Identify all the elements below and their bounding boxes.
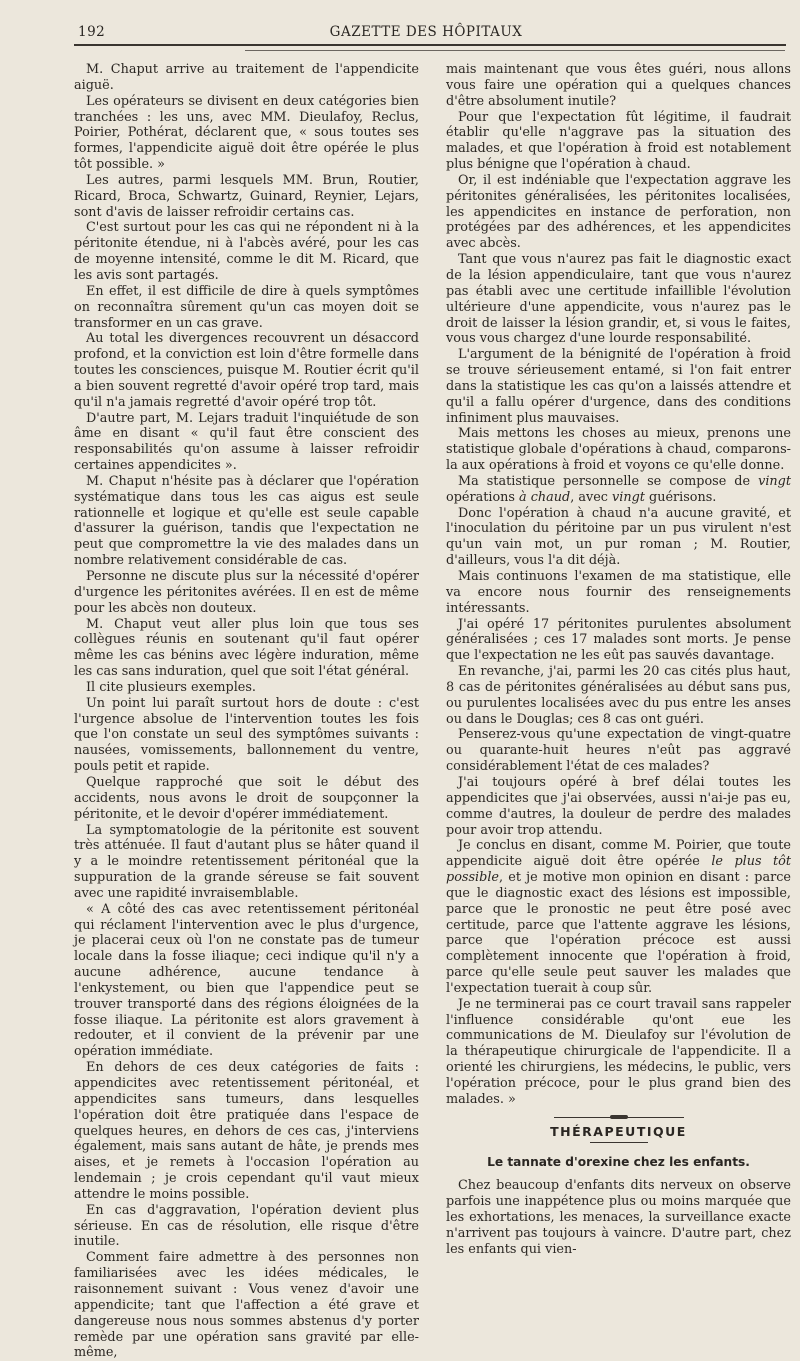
paragraph: Mais mettons les choses au mieux, prenons une statistique globale d'opérations à chaud, comparons-la aux opérations à froid et voyons ce qu'elle donne. (446, 426, 791, 474)
paragraph: La symptomatologie de la péritonite est souvent très atténuée. Il faut d'autant plus se hâter quand il y a le moindre retentissement péritonéal que la suppuration de la grande séreuse se fait souvent avec une rapidité invraisemblable. (74, 822, 419, 901)
paragraph: Pour que l'expectation fût légitime, il faudrait établir qu'elle n'aggrave pas la situation des malades, et que l'opération à froid est notablement plus bénigne que l'opération à chaud. (446, 109, 791, 173)
paragraph: M. Chaput arrive au traitement de l'appendicite aiguë. (74, 62, 419, 93)
page-header (70, 22, 782, 44)
paragraph: L'argument de la bénignité de l'opération à froid se trouve sérieusement entamé, si l'on fait entrer dans la statistique les cas qu'on a laissés attendre et qu'il a fallu opérer d'urgence, dans des conditions infiniment plus mauvaises. (446, 347, 791, 426)
paragraph: En effet, il est difficile de dire à quels symptômes on reconnaîtra sûrement qu'un cas moyen doit se transformer en un cas grave. (74, 283, 419, 331)
italic-run: vingt (758, 473, 791, 489)
paragraph: Quelque rapproché que soit le début des accidents, nous avons le droit de soupçonner la péritonite, et le devoir d'opérer immédiatement. (74, 774, 419, 822)
paragraph: J'ai opéré 17 péritonites purulentes absolument généralisées ; ces 17 malades sont morts. Je pense que l'expectation ne les eût pas sauvés davantage. (446, 616, 791, 664)
italic-run: vingt (612, 489, 645, 505)
paragraph: Tant que vous n'aurez pas fait le diagnostic exact de la lésion appendiculaire, tant que vous n'aurez pas établi avec une certitude infaillible l'évolution ultérieure d'une appendicite, vous n'aurez pas le droit de laisser la lésion grandir, et, si vous le faites, vous vous chargez d'une lourde responsabilité. (446, 252, 791, 347)
section-title-rule (590, 1142, 648, 1143)
section-separator (554, 1117, 684, 1118)
paragraph: En cas d'aggravation, l'opération devient plus sérieuse. En cas de résolution, elle risque d'être inutile. (74, 1202, 419, 1250)
right-column (446, 62, 791, 1258)
paragraph: C'est surtout pour les cas qui ne répondent ni à la péritonite étendue, ni à l'abcès avéré, pour les cas de moyenne intensité, comme le dit M. Ricard, que les avis sont partagés. (74, 220, 419, 283)
text-run: guérisons. (644, 489, 717, 505)
paragraph: Or, il est indéniable que l'expectation aggrave les péritonites généralisées, les péritonites localisées, les appendicites en instance de perforation, non protégées par des adhérences, et les appendicites avec abcès. (446, 172, 791, 252)
paragraph (446, 838, 791, 996)
paragraph: « A côté des cas avec retentissement péritonéal qui réclament l'intervention avec le plus d'urgence, je placerai ceux où l'on ne constate pas de tumeur locale dans la fosse iliaque; ceci indique qu'il n'y a aucune adhérence, aucune tendance à l'enkystement, ou bien que l'appendice peut se trouver transporté dans des régions éloignées de la fosse iliaque. La péritonite est alors gravement à redouter, et il convient de la prévenir par une opération immédiate. (74, 901, 419, 1060)
paragraph: D'autre part, M. Lejars traduit l'inquiétude de son âme en disant « qu'il faut être conscient des responsabilités qu'on assume à laisser refroidir certaines appendicites ». (74, 410, 419, 474)
paragraph: Un point lui paraît surtout hors de doute : c'est l'urgence absolue de l'intervention toutes les fois que l'on constate un seul des symptômes suivants : nausées, vomissements, ballonnement du ventre, pouls petit et rapide. (74, 695, 419, 775)
paragraph: Comment faire admettre à des personnes non familiarisées avec les idées médicales, le raisonnement suivant : Vous venez d'avoir une appendicite; tant que l'affection a été grave et dangereuse nous nous sommes abstenus d'y porter remède par une opération sans gravité par elle-même, (74, 1250, 419, 1361)
paragraph: En dehors de ces deux catégories de faits : appendicites avec retentissement péritonéal, et appendicites sans tumeurs, dans lesquelles l'opération doit être pratiquée dans l'espace de quelques heures, en dehors de ces cas, j'interviens également, mais sans autant de hâte, je prends mes aises, et je remets à l'occasion l'opération au lendemain ; je crois cependant qu'il vaut mieux attendre le moins possible. (74, 1060, 419, 1202)
journal-title: GAZETTE DES HÔPITAUX (329, 24, 523, 40)
paragraph: Penserez-vous qu'une expectation de vingt-quatre ou quarante-huit heures n'eût pas aggravé considérablement l'état de ces malades? (446, 727, 791, 775)
text-run: opérations (446, 489, 520, 505)
text-run: Je conclus en disant, comme M. Poirier, que toute appendicite aiguë doit être opérée (446, 838, 791, 870)
text-run: , avec (570, 489, 613, 505)
paragraph: Chez beaucoup d'enfants dits nerveux on observe parfois une inappétence plus ou moins marquée que les exhortations, les menaces, la surveillance exacte n'arrivent pas toujours à vaincre. D'autre part, chez les enfants qui vien- (446, 1178, 791, 1257)
paragraph: Donc l'opération à chaud n'a aucune gravité, et l'inoculation du péritoine par un pus virulent n'est qu'un vain mot, un pur roman ; M. Routier, d'ailleurs, vous l'a dit déjà. (446, 505, 791, 569)
italic-run: à chaud (519, 489, 571, 505)
header-rule-thin (245, 50, 785, 51)
paragraph (446, 474, 791, 506)
paragraph: mais maintenant que vous êtes guéri, nous allons vous faire une opération qui a quelques chances d'être absolument inutile? (446, 62, 791, 109)
paragraph: Je ne terminerai pas ce court travail sans rappeler l'influence considérable qu'ont eue les communications de M. Dieulafoy sur l'évolution de la thérapeutique chirurgicale de l'appendicite. Il a orienté les chirurgiens, les médecins, le public, vers l'opération précoce, pour le plus grand bien des malades. » (446, 996, 791, 1107)
section-title: THÉRAPEUTIQUE (550, 1123, 687, 1139)
paragraph: Mais continuons l'examen de ma statistique, elle va encore nous fournir des renseignements intéressants. (446, 569, 791, 616)
paragraph: M. Chaput veut aller plus loin que tous ses collègues réunis en soutenant qu'il faut opérer même les cas bénins avec légère induration, même les cas sans induration, quel que soit l'état général. (74, 616, 419, 680)
page-number: 192 (78, 24, 106, 40)
paragraph: En revanche, j'ai, parmi les 20 cas cités plus haut, 8 cas de péritonites généralisées au début sans pus, ou purulentes localisées avec du pus entre les anses ou dans le Douglas; ces 8 cas ont guéri. (446, 664, 791, 727)
text-run: Ma statistique personnelle se compose de (458, 473, 759, 489)
italic-run: le plus tôt possible (446, 854, 791, 886)
text-run: , et je motive mon opinion en disant : parce que le diagnostic exact des lésions est impossible, parce que le pronostic ne peut être posé avec certitude, parce que l'attente aggrave les lésions, parce que l'opération précoce est aussi complètement innocente que l'opération à froid, parce qu'elle seule peut sauver les malades que l'expectation tuerait à coup sûr. (446, 870, 791, 996)
paragraph: M. Chaput n'hésite pas à déclarer que l'opération systématique dans tous les cas aigus est seule rationnelle et logique et qu'elle est seule capable d'assurer la guérison, tandis que l'expectation ne peut que compromettre la vie des malades dans un nombre relativement considérable de cas. (74, 473, 419, 569)
paragraph: J'ai toujours opéré à bref délai toutes les appendicites que j'ai observées, aussi n'ai-je pas eu, comme d'autres, la douleur de perdre des malades pour avoir trop attendu. (446, 774, 791, 838)
paragraph: Personne ne discute plus sur la nécessité d'opérer d'urgence les péritonites avérées. Il en est de même pour les abcès non douteux. (74, 569, 419, 616)
paragraph: Les opérateurs se divisent en deux catégories bien tranchées : les uns, avec MM. Dieulafoy, Reclus, Poirier, Pothérat, déclarent que, « sous toutes ses formes, l'appendicite aiguë doit être opérée le plus tôt possible. » (74, 93, 419, 173)
left-column (74, 62, 419, 1361)
article-title: Le tannate d'orexine chez les enfants. (487, 1154, 750, 1169)
paragraph: Au total les divergences recouvrent un désaccord profond, et la conviction est loin d'être formelle dans toutes les consciences, puisque M. Routier écrit qu'il a bien souvent regretté d'avoir opéré trop tard, mais qu'il n'a jamais regretté d'avoir opéré trop tôt. (74, 331, 419, 410)
paragraph: Il cite plusieurs exemples. (86, 679, 257, 695)
paragraph: Les autres, parmi lesquels MM. Brun, Routier, Ricard, Broca, Schwartz, Guinard, Reynier, Lejars, sont d'avis de laisser refroidir certains cas. (74, 172, 419, 220)
header-rule (74, 44, 786, 46)
